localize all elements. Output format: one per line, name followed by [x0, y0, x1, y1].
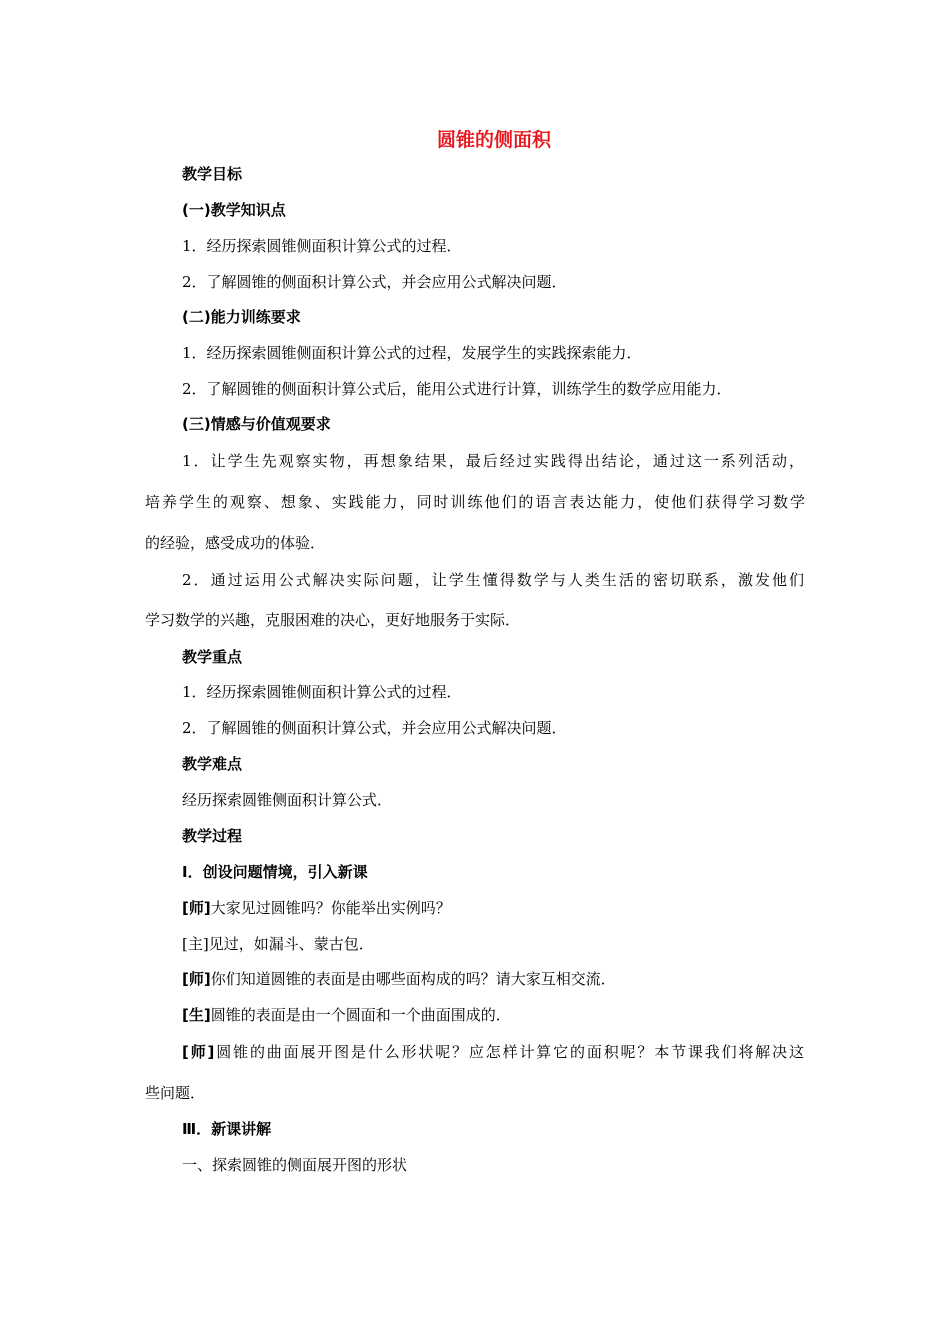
dialogue-line-5-cont: 些问题． [145, 1084, 206, 1102]
dialogue-line-1 [182, 898, 451, 918]
dialogue-line-2: [主]见过，如漏斗、蒙古包． [182, 935, 374, 953]
page-title: 圆锥的侧面积 [436, 129, 551, 151]
dialogue-line-4 [182, 1005, 511, 1025]
key-item-1: 1．经历探索圆锥侧面积计算公式的过程． [182, 683, 462, 701]
goals-heading: 教学目标 [182, 165, 243, 183]
knowledge-item-2: 2．了解圆锥的侧面积计算公式，并会应用公式解决问题． [182, 273, 567, 291]
emotion-item-1-line-1: 1．让学生先观察实物，再想象结果，最后经过实践得出结论，通过这一系列活动， [182, 452, 804, 470]
emotion-item-1-line-3: 的经验，感受成功的体验． [145, 534, 326, 552]
speaker-tag: [师] [182, 899, 211, 917]
key-item-2: 2．了解圆锥的侧面积计算公式，并会应用公式解决问题． [182, 719, 567, 737]
part2-heading: Ⅲ．新课讲解 [182, 1120, 272, 1138]
emotion-item-2-line-2: 学习数学的兴趣，克服困难的决心，更好地服务于实际． [145, 611, 521, 629]
emotion-item-1-line-2: 培养学生的观察、想象、实践能力，同时训练他们的语言表达能力，使他们获得学习数学 [145, 493, 805, 511]
dialogue-text: 大家见过圆锥吗？你能举出实例吗？ [210, 899, 451, 917]
dialogue-text: 圆锥的曲面展开图是什么形状呢？应怎样计算它的面积呢？本节课我们将解决这 [214, 1043, 804, 1061]
dialogue-line-5 [182, 1042, 804, 1062]
part1-heading: Ⅰ．创设问题情境，引入新课 [182, 863, 368, 881]
ability-heading: (二)能力训练要求 [182, 308, 301, 326]
key-heading: 教学重点 [182, 648, 243, 666]
emotion-item-2-line-1: 2．通过运用公式解决实际问题，让学生懂得数学与人类生活的密切联系，激发他们 [182, 571, 804, 589]
dialogue-line-3 [182, 969, 616, 989]
emotion-heading: (三)情感与价值观要求 [182, 415, 331, 433]
speaker-tag: [师] [182, 970, 211, 988]
part2-item-1: 一、探索圆锥的侧面展开图的形状 [182, 1156, 408, 1174]
dialogue-text: 圆锥的表面是由一个圆面和一个曲面围成的． [210, 1006, 511, 1024]
speaker-tag: [师] [182, 1043, 215, 1061]
difficulty-item-1: 经历探索圆锥侧面积计算公式． [182, 791, 393, 809]
knowledge-heading: (一)教学知识点 [182, 201, 286, 219]
dialogue-text: 你们知道圆锥的表面是由哪些面构成的吗？请大家互相交流． [210, 970, 616, 988]
process-heading: 教学过程 [182, 827, 243, 845]
difficulty-heading: 教学难点 [182, 755, 243, 773]
ability-item-1: 1．经历探索圆锥侧面积计算公式的过程，发展学生的实践探索能力． [182, 344, 642, 362]
speaker-tag: [生] [182, 1006, 211, 1024]
ability-item-2: 2．了解圆锥的侧面积计算公式后，能用公式进行计算，训练学生的数学应用能力． [182, 380, 732, 398]
knowledge-item-1: 1．经历探索圆锥侧面积计算公式的过程． [182, 237, 462, 255]
